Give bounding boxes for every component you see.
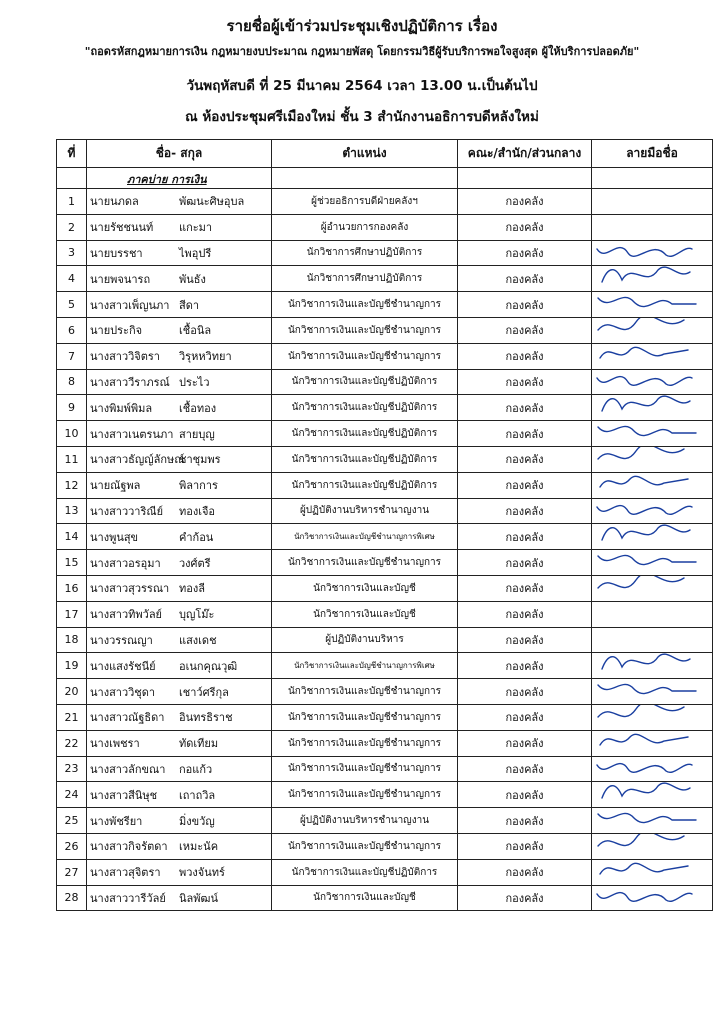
handwritten-signature	[592, 446, 710, 472]
position: นักวิชาการเงินและบัญชีชำนาญการ	[272, 550, 458, 576]
last-name: วิรุหหวิทยา	[179, 350, 232, 364]
position: นักวิชาการเงินและบัญชีชำนาญการ	[272, 782, 458, 808]
department: กองคลัง	[458, 524, 592, 550]
header-no: ที่	[57, 140, 87, 168]
position: นักวิชาการเงินและบัญชีชำนาญการ	[272, 756, 458, 782]
handwritten-signature	[592, 317, 710, 343]
handwritten-signature	[592, 704, 710, 730]
handwritten-signature	[592, 833, 710, 859]
position: นักวิชาการเงินและบัญชีชำนาญการ	[272, 343, 458, 369]
row-number: 23	[57, 756, 87, 782]
section-label: ภาคบ่าย การเงิน	[127, 173, 207, 186]
position: นักวิชาการเงินและบัญชีชำนาญการพิเศษ	[272, 653, 458, 679]
table-header-row	[57, 140, 713, 168]
row-number: 6	[57, 317, 87, 343]
row-number: 17	[57, 601, 87, 627]
table-row	[57, 317, 713, 343]
last-name: ชาชุมพร	[179, 453, 221, 467]
last-name: ทองเจือ	[179, 504, 216, 518]
table-row	[57, 833, 713, 859]
attendee-name	[87, 704, 272, 730]
department: กองคลัง	[458, 395, 592, 421]
signature-cell	[592, 859, 713, 885]
first-name: นายรัชชนนท์	[90, 221, 154, 235]
row-number: 10	[57, 421, 87, 447]
handwritten-signature	[592, 472, 710, 498]
table-row	[57, 395, 713, 421]
last-name: อเนกคุณวุฒิ	[179, 659, 238, 673]
row-number: 4	[57, 266, 87, 292]
table-row	[57, 524, 713, 550]
table-row	[57, 782, 713, 808]
last-name: นิลพัฒน์	[179, 891, 218, 905]
attendee-name	[87, 859, 272, 885]
signature-cell	[592, 498, 713, 524]
first-name: นางสาวธัญญ์ลักษณ์	[90, 453, 185, 467]
position: นักวิชาการเงินและบัญชีชำนาญการ	[272, 679, 458, 705]
row-number: 7	[57, 343, 87, 369]
table-row	[57, 885, 713, 911]
table-row	[57, 472, 713, 498]
handwritten-signature	[592, 266, 710, 292]
table-row	[57, 808, 713, 834]
department: กองคลัง	[458, 317, 592, 343]
last-name: พัฒนะศิษอุบล	[179, 195, 245, 209]
position: ผู้ปฏิบัติงานบริหาร	[272, 627, 458, 653]
attendee-name	[87, 189, 272, 215]
department: กองคลัง	[458, 601, 592, 627]
last-name: ไพอุปรี	[179, 246, 212, 260]
department: กองคลัง	[458, 550, 592, 576]
signature-cell	[592, 317, 713, 343]
handwritten-signature	[592, 859, 710, 885]
signature-cell	[592, 885, 713, 911]
table-row	[57, 679, 713, 705]
department: กองคลัง	[458, 343, 592, 369]
attendee-name	[87, 833, 272, 859]
last-name: แสงเดช	[179, 633, 217, 647]
position: ผู้ปฏิบัติงานบริหารชำนาญงาน	[272, 808, 458, 834]
last-name: เชาว์ศรีกุล	[179, 685, 229, 699]
last-name: พันธัง	[179, 272, 206, 286]
position: นักวิชาการเงินและบัญชีชำนาญการ	[272, 292, 458, 318]
first-name: นางสาวเนตรนภา	[90, 427, 174, 441]
header-signature: ลายมือชื่อ	[592, 140, 713, 168]
handwritten-signature	[592, 240, 710, 266]
signature-cell	[592, 756, 713, 782]
attendee-name	[87, 343, 272, 369]
handwritten-signature	[592, 343, 710, 369]
attendee-name	[87, 446, 272, 472]
department: กองคลัง	[458, 266, 592, 292]
position: นักวิชาการเงินและบัญชี	[272, 575, 458, 601]
table-row	[57, 292, 713, 318]
first-name: นางสาวสุจิตรา	[90, 866, 161, 880]
signature-cell	[592, 704, 713, 730]
first-name: นางสาวทิพวัลย์	[90, 608, 162, 622]
handwritten-signature	[592, 679, 710, 705]
attendee-name	[87, 782, 272, 808]
first-name: นางพูนสุข	[90, 530, 139, 544]
first-name: นายพจนารถ	[90, 272, 151, 286]
signature-cell	[592, 782, 713, 808]
signature-cell	[592, 343, 713, 369]
first-name: นางสาวณัฐธิดา	[90, 711, 165, 725]
meeting-date: วันพฤหัสบดี ที่ 25 มีนาคม 2564 เวลา 13.00 น.เป็นต้นไป	[186, 78, 538, 94]
position: นักวิชาการเงินและบัญชีปฏิบัติการ	[272, 859, 458, 885]
signature-cell	[592, 808, 713, 834]
signature-cell	[592, 601, 713, 627]
signature-cell	[592, 833, 713, 859]
first-name: นางสาวอรอุมา	[90, 556, 161, 570]
handwritten-signature	[592, 498, 710, 524]
handwritten-signature	[592, 730, 710, 756]
table-row	[57, 653, 713, 679]
attendee-name	[87, 601, 272, 627]
row-number: 27	[57, 859, 87, 885]
position: ผู้อำนวยการกองคลัง	[272, 214, 458, 240]
handwritten-signature	[592, 550, 710, 576]
department: กองคลัง	[458, 679, 592, 705]
position: นักวิชาการเงินและบัญชีชำนาญการพิเศษ	[272, 524, 458, 550]
signature-cell	[592, 421, 713, 447]
last-name: สายบุญ	[179, 427, 215, 441]
table-row	[57, 601, 713, 627]
document-title: รายชื่อผู้เข้าร่วมประชุมเชิงปฏิบัติการ เรื่อง	[226, 17, 498, 35]
attendee-name	[87, 214, 272, 240]
table-row	[57, 859, 713, 885]
table-row	[57, 446, 713, 472]
attendee-name	[87, 679, 272, 705]
last-name: วงศ์ตรี	[179, 556, 211, 570]
first-name: นางวรรณญา	[90, 633, 153, 647]
row-number: 1	[57, 189, 87, 215]
department: กองคลัง	[458, 292, 592, 318]
attendee-name	[87, 756, 272, 782]
attendee-name	[87, 550, 272, 576]
row-number: 16	[57, 575, 87, 601]
first-name: นางสาววารีวัลย์	[90, 891, 166, 905]
department: กองคลัง	[458, 859, 592, 885]
row-number: 5	[57, 292, 87, 318]
table-row	[57, 240, 713, 266]
signature-cell	[592, 292, 713, 318]
attendee-name	[87, 575, 272, 601]
handwritten-signature	[592, 421, 710, 447]
header-department: คณะ/สำนัก/ส่วนกลาง	[458, 140, 592, 168]
signature-cell	[592, 266, 713, 292]
table-row	[57, 756, 713, 782]
handwritten-signature	[592, 782, 710, 808]
department: กองคลัง	[458, 730, 592, 756]
first-name: นายณัฐพล	[90, 479, 141, 493]
row-number: 21	[57, 704, 87, 730]
row-number: 28	[57, 885, 87, 911]
signature-cell	[592, 369, 713, 395]
row-number: 14	[57, 524, 87, 550]
table-row	[57, 189, 713, 215]
department: กองคลัง	[458, 214, 592, 240]
handwritten-signature	[592, 808, 710, 834]
header-position: ตำแหน่ง	[272, 140, 458, 168]
first-name: นายนภดล	[90, 195, 139, 209]
handwritten-signature	[592, 395, 710, 421]
position: นักวิชาการศึกษาปฏิบัติการ	[272, 266, 458, 292]
position: นักวิชาการเงินและบัญชีปฏิบัติการ	[272, 395, 458, 421]
row-number: 15	[57, 550, 87, 576]
signature-cell	[592, 730, 713, 756]
row-number: 9	[57, 395, 87, 421]
position: นักวิชาการเงินและบัญชีปฏิบัติการ	[272, 369, 458, 395]
row-number: 11	[57, 446, 87, 472]
row-number: 19	[57, 653, 87, 679]
row-number: 3	[57, 240, 87, 266]
first-name: นางสาววิจิตรา	[90, 350, 160, 364]
section-row	[57, 168, 713, 189]
table-row	[57, 730, 713, 756]
attendance-table	[56, 139, 713, 911]
last-name: เชื้อทอง	[179, 401, 217, 415]
row-number: 2	[57, 214, 87, 240]
first-name: นางสาววีราภรณ์	[90, 375, 170, 389]
handwritten-signature	[592, 756, 710, 782]
signature-cell	[592, 524, 713, 550]
attendee-name	[87, 730, 272, 756]
last-name: เหมะนัค	[179, 840, 219, 854]
last-name: พวงจันทร์	[179, 866, 225, 880]
first-name: นางสาวเพ็ญนภา	[90, 298, 170, 312]
first-name: นางสาวสุวรรณา	[90, 582, 170, 596]
attendee-name	[87, 369, 272, 395]
position: นักวิชาการเงินและบัญชีปฏิบัติการ	[272, 472, 458, 498]
department: กองคลัง	[458, 498, 592, 524]
attendee-name	[87, 421, 272, 447]
position: นักวิชาการเงินและบัญชีชำนาญการ	[272, 704, 458, 730]
attendee-name	[87, 498, 272, 524]
department: กองคลัง	[458, 653, 592, 679]
first-name: นายประกิจ	[90, 324, 143, 338]
signature-cell	[592, 446, 713, 472]
position: นักวิชาการเงินและบัญชีชำนาญการ	[272, 730, 458, 756]
attendee-name	[87, 627, 272, 653]
last-name: เชื้อนิล	[179, 324, 212, 338]
position: ผู้ช่วยอธิการบดีฝ่ายคลังฯ	[272, 189, 458, 215]
row-number: 26	[57, 833, 87, 859]
attendee-name	[87, 292, 272, 318]
table-row	[57, 498, 713, 524]
first-name: นางเพชรา	[90, 737, 140, 751]
first-name: นางสาวกิจรัตดา	[90, 840, 168, 854]
department: กองคลัง	[458, 575, 592, 601]
last-name: มิ่งขวัญ	[179, 814, 215, 828]
last-name: บุญโม๊ะ	[179, 608, 215, 622]
position: นักวิชาการเงินและบัญชี	[272, 601, 458, 627]
handwritten-signature	[592, 524, 710, 550]
department: กองคลัง	[458, 704, 592, 730]
row-number: 18	[57, 627, 87, 653]
document-subtitle: "ถอดรหัสกฎหมายการเงิน กฎหมายงบประมาณ กฎหมายพัสดุ โดยกรรมวิธีผู้รับบริการพอใจสูงสุด ผู้ให้บริการปลอดภัย"	[84, 45, 640, 58]
attendee-name	[87, 266, 272, 292]
table-row	[57, 704, 713, 730]
last-name: อินทรธิราช	[179, 711, 233, 725]
signature-cell	[592, 627, 713, 653]
handwritten-signature	[592, 292, 710, 318]
handwritten-signature	[592, 885, 710, 911]
handwritten-signature	[592, 653, 710, 679]
department: กองคลัง	[458, 808, 592, 834]
department: กองคลัง	[458, 472, 592, 498]
attendee-name	[87, 653, 272, 679]
first-name: นางแสงรัชนีย์	[90, 659, 156, 673]
department: กองคลัง	[458, 189, 592, 215]
last-name: เถาถวิล	[179, 788, 216, 802]
last-name: ทองลี	[179, 582, 205, 596]
table-row	[57, 369, 713, 395]
handwritten-signature	[592, 369, 710, 395]
department: กองคลัง	[458, 369, 592, 395]
signature-cell	[592, 189, 713, 215]
position: ผู้ปฏิบัติงานบริหารชำนาญงาน	[272, 498, 458, 524]
attendee-name	[87, 885, 272, 911]
signature-cell	[592, 550, 713, 576]
signature-cell	[592, 472, 713, 498]
first-name: นางสาวสีนิษุช	[90, 788, 158, 802]
department: กองคลัง	[458, 421, 592, 447]
position: นักวิชาการเงินและบัญชีปฏิบัติการ	[272, 446, 458, 472]
last-name: คำก้อน	[179, 530, 214, 544]
attendee-name	[87, 240, 272, 266]
department: กองคลัง	[458, 446, 592, 472]
first-name: นางสาววาริณีย์	[90, 504, 164, 518]
table-row	[57, 214, 713, 240]
table-row	[57, 550, 713, 576]
last-name: ประไว	[179, 375, 210, 389]
attendee-name	[87, 395, 272, 421]
table-row	[57, 343, 713, 369]
department: กองคลัง	[458, 240, 592, 266]
department: กองคลัง	[458, 833, 592, 859]
row-number: 8	[57, 369, 87, 395]
handwritten-signature	[592, 575, 710, 601]
last-name: แกะมา	[179, 221, 213, 235]
meeting-venue: ณ ห้องประชุมศรีเมืองใหม่ ชั้น 3 สำนักงานอธิการบดีหลังใหม่	[185, 109, 539, 125]
first-name: นางสาวลักขณา	[90, 762, 166, 776]
row-number: 25	[57, 808, 87, 834]
attendee-name	[87, 317, 272, 343]
position: นักวิชาการเงินและบัญชีชำนาญการ	[272, 317, 458, 343]
table-row	[57, 627, 713, 653]
attendee-name	[87, 524, 272, 550]
first-name: นางสาววิชุดา	[90, 685, 156, 699]
department: กองคลัง	[458, 756, 592, 782]
first-name: นางพัชรียา	[90, 814, 143, 828]
table-row	[57, 421, 713, 447]
signature-cell	[592, 679, 713, 705]
first-name: นางพิมพ์พิมล	[90, 401, 153, 415]
attendee-name	[87, 808, 272, 834]
position: นักวิชาการศึกษาปฏิบัติการ	[272, 240, 458, 266]
table-row	[57, 575, 713, 601]
last-name: กอแก้ว	[179, 762, 213, 776]
attendee-name	[87, 472, 272, 498]
row-number: 12	[57, 472, 87, 498]
department: กองคลัง	[458, 627, 592, 653]
department: กองคลัง	[458, 885, 592, 911]
signature-cell	[592, 395, 713, 421]
last-name: พิลาการ	[179, 479, 218, 493]
position: นักวิชาการเงินและบัญชีปฏิบัติการ	[272, 421, 458, 447]
position: นักวิชาการเงินและบัญชีชำนาญการ	[272, 833, 458, 859]
signature-cell	[592, 214, 713, 240]
header-name: ชื่อ- สกุล	[87, 140, 272, 168]
table-row	[57, 266, 713, 292]
signature-cell	[592, 240, 713, 266]
department: กองคลัง	[458, 782, 592, 808]
last-name: สีดา	[179, 298, 200, 312]
first-name: นายบรรชา	[90, 246, 143, 260]
signature-cell	[592, 653, 713, 679]
row-number: 20	[57, 679, 87, 705]
position: นักวิชาการเงินและบัญชี	[272, 885, 458, 911]
row-number: 13	[57, 498, 87, 524]
row-number: 24	[57, 782, 87, 808]
last-name: ทัดเทียม	[179, 737, 219, 751]
signature-cell	[592, 575, 713, 601]
row-number: 22	[57, 730, 87, 756]
